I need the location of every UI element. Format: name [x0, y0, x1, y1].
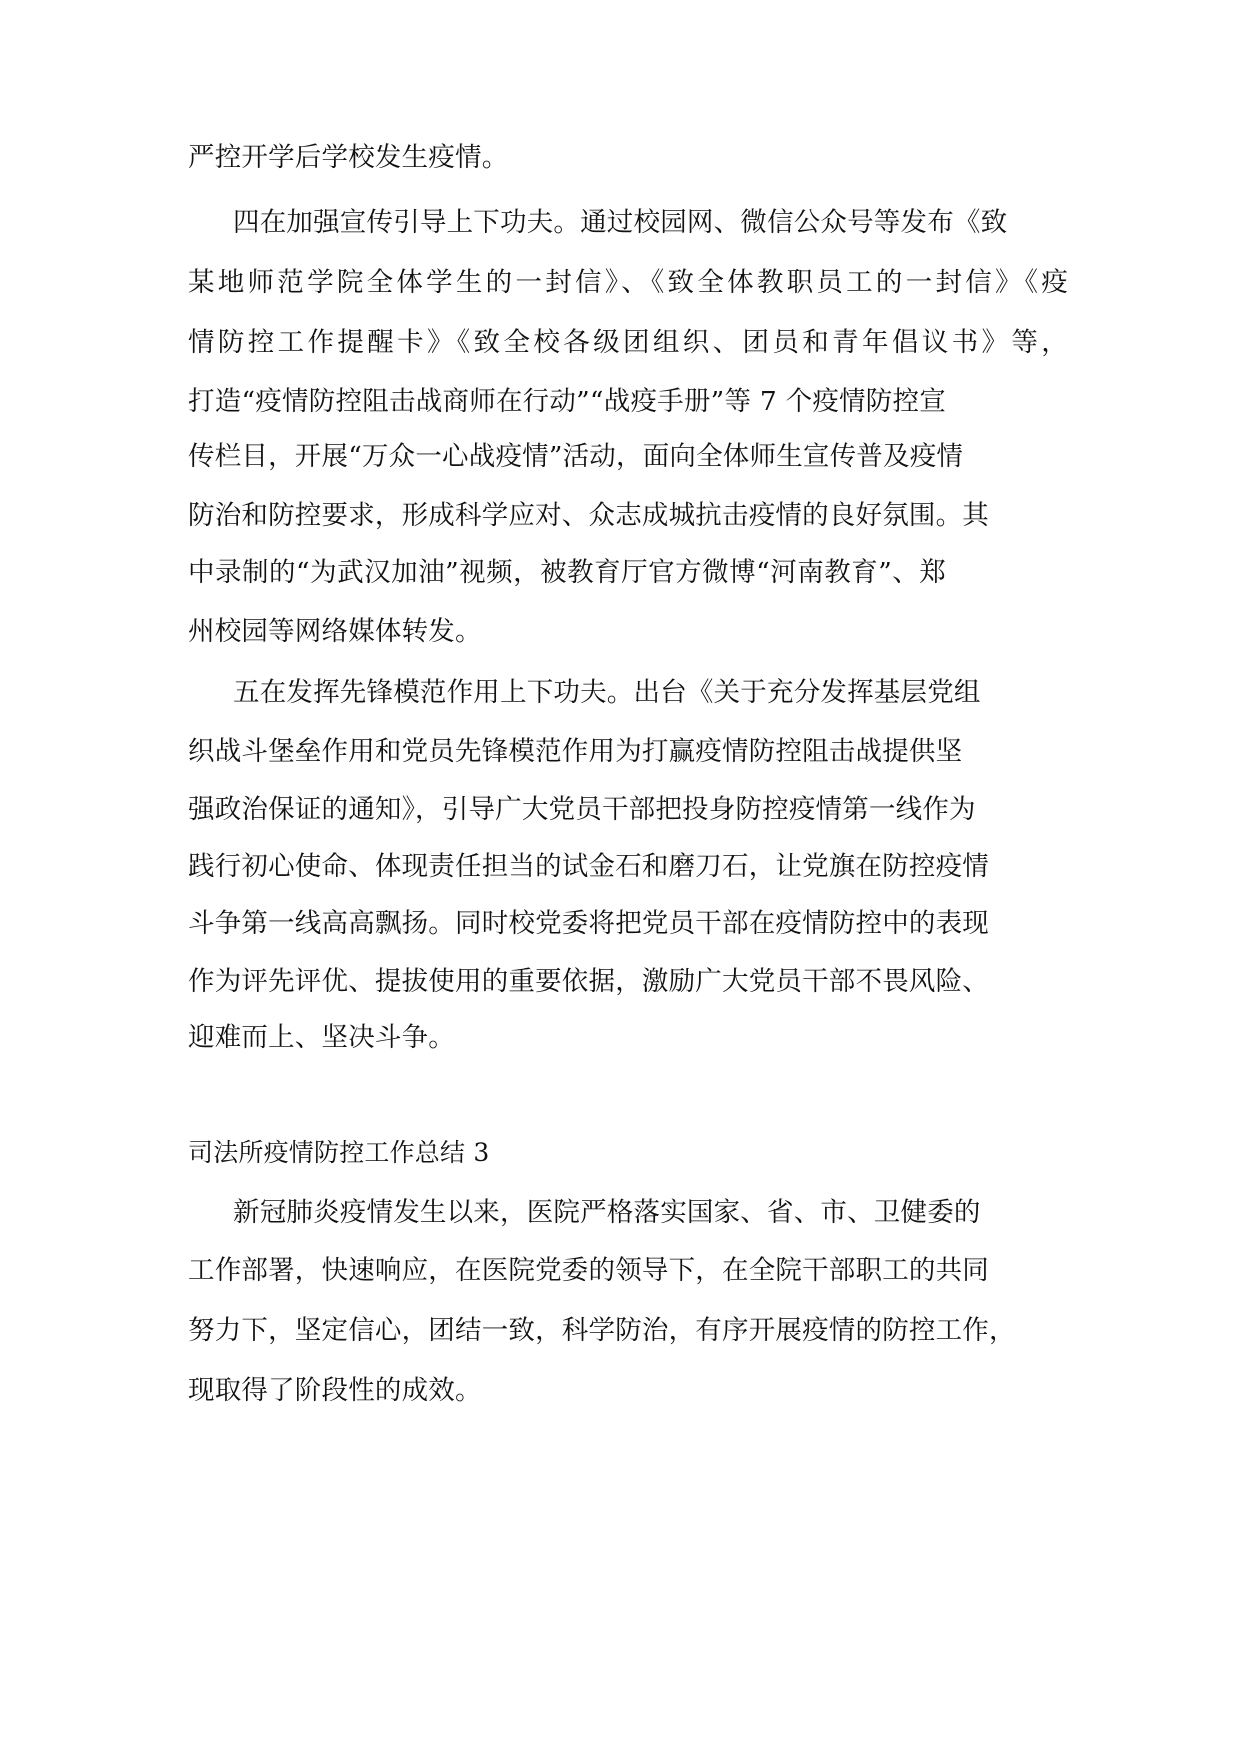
paragraph-line: 践行初心使命、体现责任担当的试金石和磨刀石，让党旗在防控疫情	[188, 851, 989, 882]
paragraph-line: 强政治保证的通知》，引导广大党员干部把投身防控疫情第一线作为	[188, 794, 976, 825]
section-heading: 司法所疫情防控工作总结 3	[188, 1138, 490, 1167]
paragraph-line: 中录制的“为武汉加油”视频，被教育厅官方微博“河南教育”、郑	[188, 557, 946, 588]
paragraph-line: 工作部署，快速响应，在医院党委的领导下，在全院干部职工的共同	[188, 1255, 989, 1286]
paragraph-line: 传栏目，开展“万众一心战疫情”活动，面向全体师生宣传普及疫情	[188, 441, 964, 472]
paragraph-line: 织战斗堡垒作用和党员先锋模范作用为打赢疫情防控阻击战提供坚	[188, 736, 963, 767]
paragraph-line: 斗争第一线高高飘扬。同时校党委将把党员干部在疫情防控中的表现	[188, 908, 989, 939]
paragraph-line: 五在发挥先锋模范作用上下功夫。出台《关于充分发挥基层党组	[233, 677, 981, 708]
paragraph-line: 努力下，坚定信心，团结一致，科学防治，有序开展疫情的防控工作，	[188, 1315, 1016, 1346]
paragraph-line: 打造“疫情防控阻击战商师在行动”“战疫手册”等 7 个疫情防控宣	[188, 386, 946, 417]
paragraph-line: 情防控工作提醒卡》《致全校各级团组织、团员和青年倡议书》等，	[188, 327, 1068, 358]
paragraph-line: 现取得了阶段性的成效。	[188, 1375, 482, 1406]
paragraph-line: 严控开学后学校发生疫情。	[188, 142, 509, 173]
paragraph-line: 迎难而上、坚决斗争。	[188, 1022, 455, 1053]
paragraph-line: 某地师范学院全体学生的一封信》、《致全体教职员工的一封信》《疫	[188, 267, 1068, 298]
paragraph-line: 四在加强宣传引导上下功夫。通过校园网、微信公众号等发布《致	[233, 207, 1008, 238]
paragraph-line: 防治和防控要求，形成科学应对、众志成城抗击疫情的良好氛围。其	[188, 500, 989, 531]
paragraph-line: 州校园等网络媒体转发。	[188, 616, 482, 647]
paragraph-line: 新冠肺炎疫情发生以来，医院严格落实国家、省、市、卫健委的	[233, 1197, 981, 1228]
paragraph-line: 作为评先评优、提拔使用的重要依据，激励广大党员干部不畏风险、	[188, 966, 989, 997]
